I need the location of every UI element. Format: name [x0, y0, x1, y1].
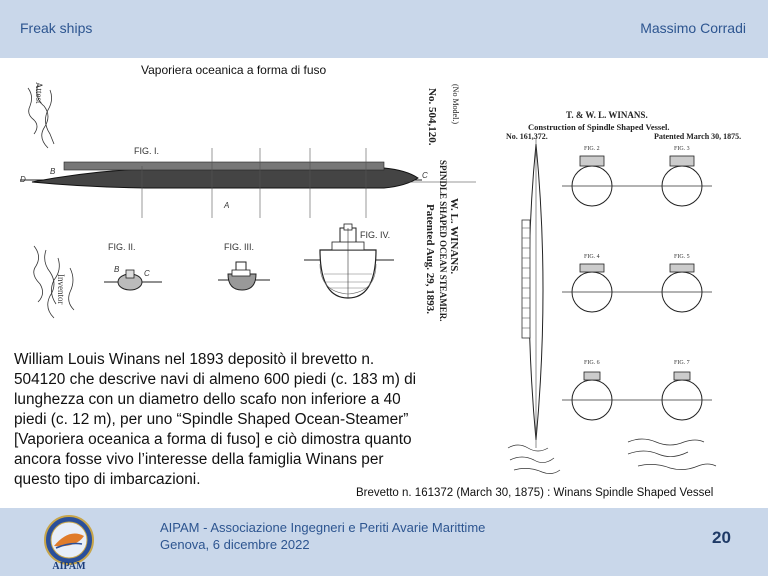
footer-place-date: Genova, 6 dicembre 2022: [160, 537, 310, 552]
svg-text:B: B: [50, 167, 56, 176]
patent1-model: (No Model.): [451, 84, 460, 124]
svg-text:FIG. 7: FIG. 7: [674, 360, 690, 366]
patent2-number: No. 161,372.: [506, 132, 548, 141]
fig4-label: FIG. IV.: [360, 230, 391, 240]
spindle-vessel-drawing: [488, 108, 758, 480]
body-line: questo tipo di imbarcazioni.: [14, 471, 201, 488]
body-paragraph: [14, 350, 484, 490]
fig1-label: FIG. I.: [134, 146, 160, 156]
patent2-inventors: T. & W. L. WINANS.: [566, 110, 648, 120]
patent-drawing-1893: [14, 78, 476, 340]
patent2-title: Construction of Spindle Shaped Vessel.: [528, 122, 670, 132]
cross-sections: [572, 166, 702, 420]
footer-organization: AIPAM - Associazione Ingegneri e Periti Avarie Marittime: [160, 520, 486, 535]
svg-text:B: B: [114, 265, 120, 274]
patent-caption: Vaporiera oceanica a forma di fuso: [141, 63, 327, 77]
hull-fig1: [32, 168, 418, 188]
inventor-label: Inventor: [56, 274, 66, 305]
svg-text:C: C: [422, 171, 428, 180]
spindle-steamer-drawing: [14, 78, 476, 340]
fig3-label: FIG. III.: [224, 242, 255, 252]
svg-text:D: D: [20, 175, 26, 184]
patent1-date: Patented Aug. 29, 1893.: [424, 204, 436, 314]
body-line: ancora fosse vivo l’interesse della famiglia Winans per: [14, 451, 384, 468]
body-line: piedi (c. 12 m), per uno “Spindle Shaped Ocean-Steamer”: [14, 411, 409, 428]
patent1-title: SPINDLE SHAPED OCEAN STEAMER.: [438, 160, 448, 322]
svg-text:A: A: [224, 201, 230, 210]
patent1-number: No. 504,120.: [426, 88, 438, 146]
slide-title: Freak ships: [20, 20, 93, 36]
patent1-inventor: W. L. WINANS.: [448, 198, 460, 275]
brevetto-caption: Brevetto n. 161372 (March 30, 1875) : Winans Spindle Shaped Vessel: [356, 487, 714, 499]
body-line: lunghezza con un diametro dello scafo non inferiore a 40: [14, 391, 401, 408]
page-number: 20: [712, 528, 731, 547]
patent-drawing-1875: [488, 108, 758, 480]
svg-text:FIG. 4: FIG. 4: [584, 254, 600, 260]
body-line: William Louis Winans nel 1893 depositò il brevetto n.: [14, 351, 375, 368]
handwritten-signatures: [28, 84, 74, 318]
svg-text:FIG. 6: FIG. 6: [584, 360, 600, 366]
svg-text:FIG. 3: FIG. 3: [674, 146, 690, 152]
body-line: [Vaporiera oceanica a forma di fuso] e ciò dimostra quanto: [14, 431, 412, 448]
slide-footer: [0, 508, 768, 576]
fig2-label: FIG. II.: [108, 242, 136, 252]
patent2-signatures: [508, 439, 716, 474]
body-line: 504120 che descrive navi di almeno 600 piedi (c. 183 m) di: [14, 371, 417, 388]
svg-text:FIG. 2: FIG. 2: [584, 146, 600, 152]
logo-text: AIPAM: [52, 561, 86, 572]
patent2-date: Patented March 30, 1875.: [654, 132, 742, 141]
svg-text:C: C: [144, 269, 150, 278]
attest-label: Attest: [34, 82, 44, 104]
author-name: Massimo Corradi: [640, 20, 746, 36]
svg-text:FIG. 5: FIG. 5: [674, 254, 690, 260]
